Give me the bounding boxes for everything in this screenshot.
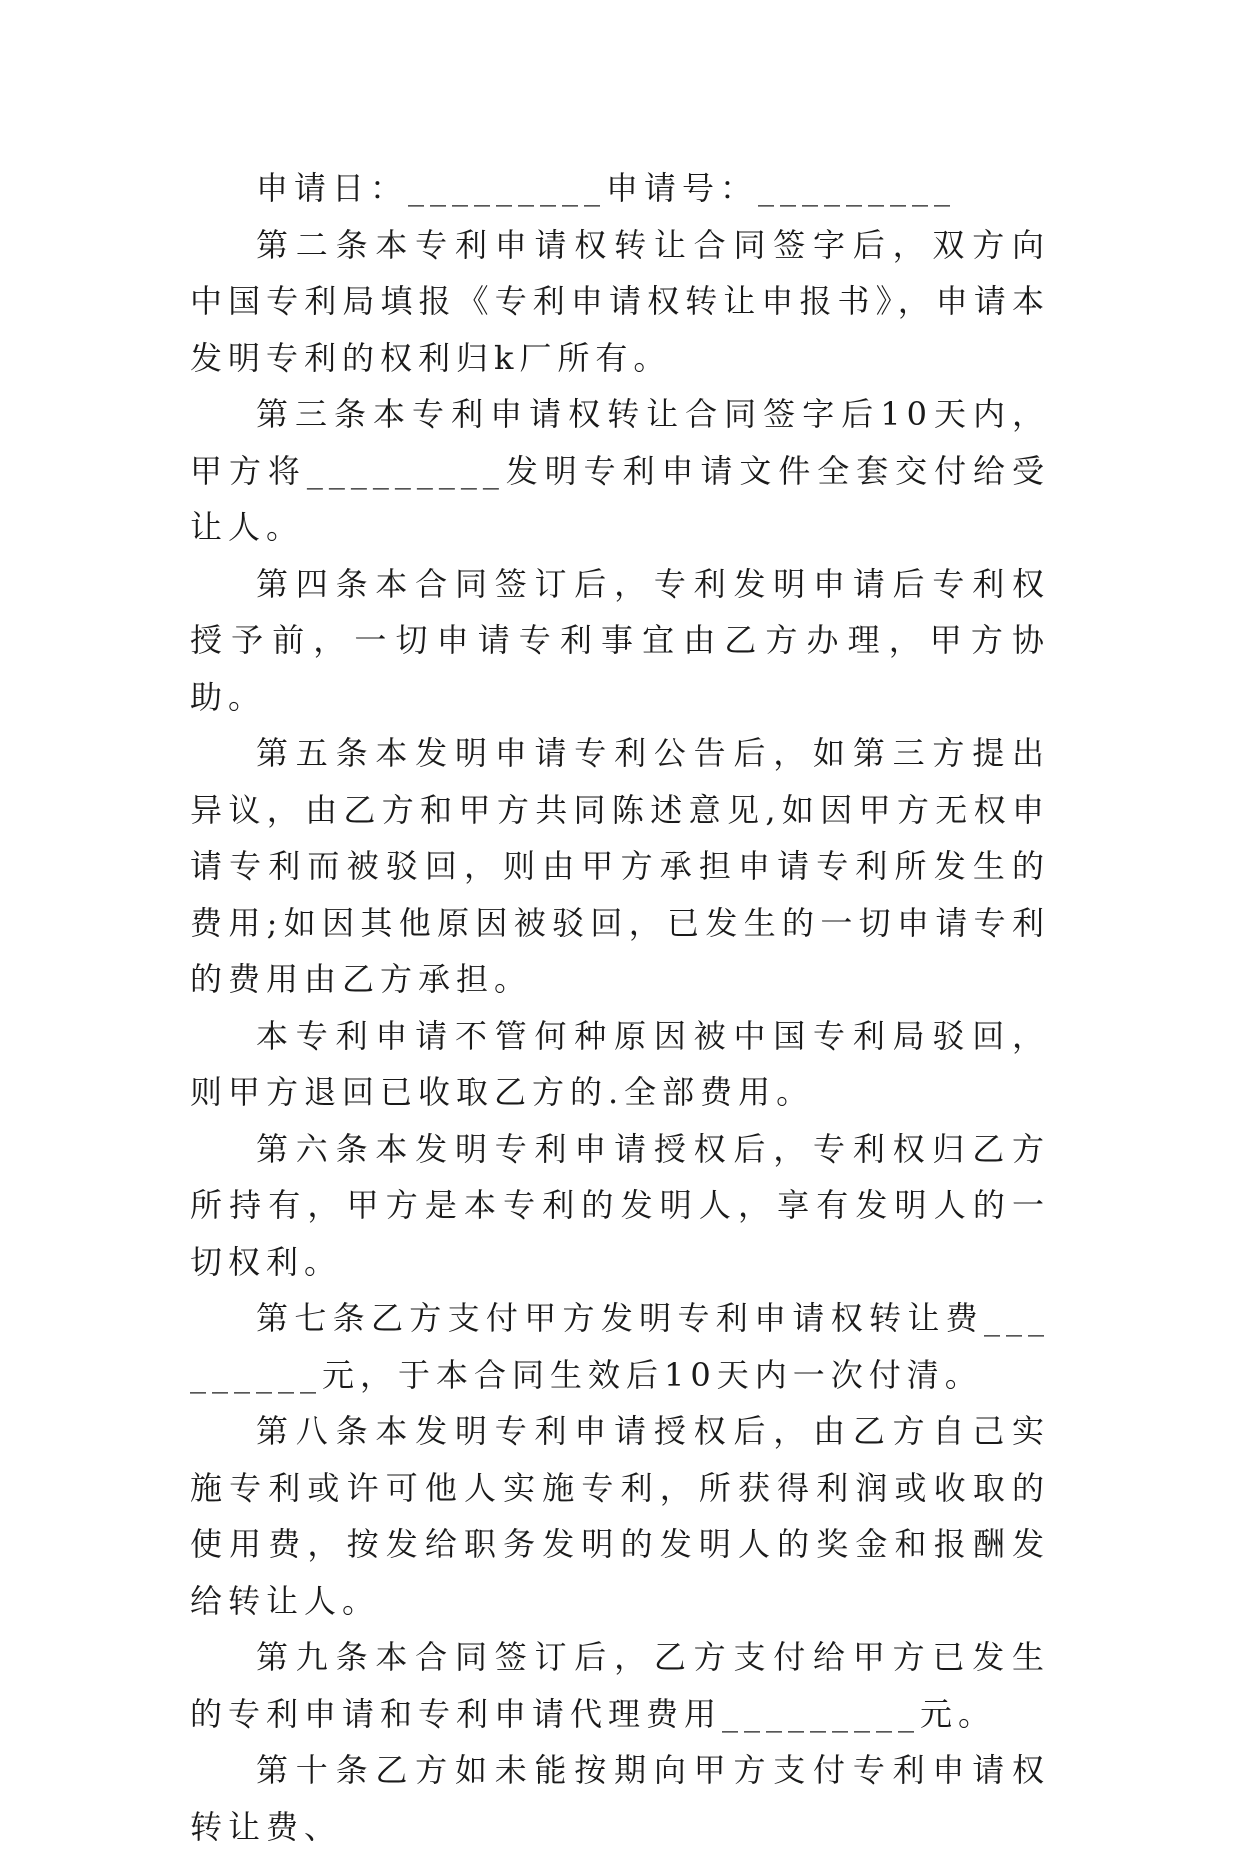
paragraph-article-3: 第三条本专利申请权转让合同签字后10天内，甲方将_________发明专利申请文件全套交付给受让人。 bbox=[190, 395, 1050, 546]
paragraph-article-7: 第七条乙方支付甲方发明专利申请权转让费_________元，于本合同生效后10天内一次付清。 bbox=[190, 1299, 1050, 1394]
paragraph-article-10: 第十条乙方如未能按期向甲方支付专利申请权转让费、 bbox=[190, 1751, 1050, 1846]
paragraph-article-2: 第二条本专利申请权转让合同签字后，双方向中国专利局填报《专利申请权转让申报书》，申请本发明专利的权利归k厂所有。 bbox=[190, 225, 1050, 377]
paragraph-article-6: 第六条本发明专利申请授权后，专利权归乙方所持有，甲方是本专利的发明人，享有发明人的一切权利。 bbox=[190, 1129, 1050, 1281]
paragraph-article-5-continued: 本专利申请不管何种原因被中国专利局驳回，则甲方退回已收取乙方的.全部费用。 bbox=[190, 1016, 1050, 1111]
document-body bbox=[190, 160, 1050, 1855]
paragraph-article-5: 第五条本发明申请专利公告后，如第三方提出异议，由乙方和甲方共同陈述意见,如因甲方无权申请专利而被驳回，则由甲方承担申请专利所发生的费用;如因其他原因被驳回，已发生的一切申请专利的费用由乙方承担。 bbox=[190, 734, 1050, 998]
paragraph-article-9: 第九条本合同签订后，乙方支付给甲方已发生的专利申请和专利申请代理费用_________元。 bbox=[190, 1638, 1050, 1733]
paragraph-application-date: 申请日：_________申请号：_________ bbox=[256, 169, 957, 207]
paragraph-article-8: 第八条本发明专利申请授权后，由乙方自己实施专利或许可他人实施专利，所获得利润或收取的使用费，按发给职务发明的发明人的奖金和报酬发给转让人。 bbox=[190, 1412, 1050, 1620]
paragraph-article-4: 第四条本合同签订后，专利发明申请后专利权授予前，一切申请专利事宜由乙方办理，甲方协助。 bbox=[190, 564, 1050, 716]
